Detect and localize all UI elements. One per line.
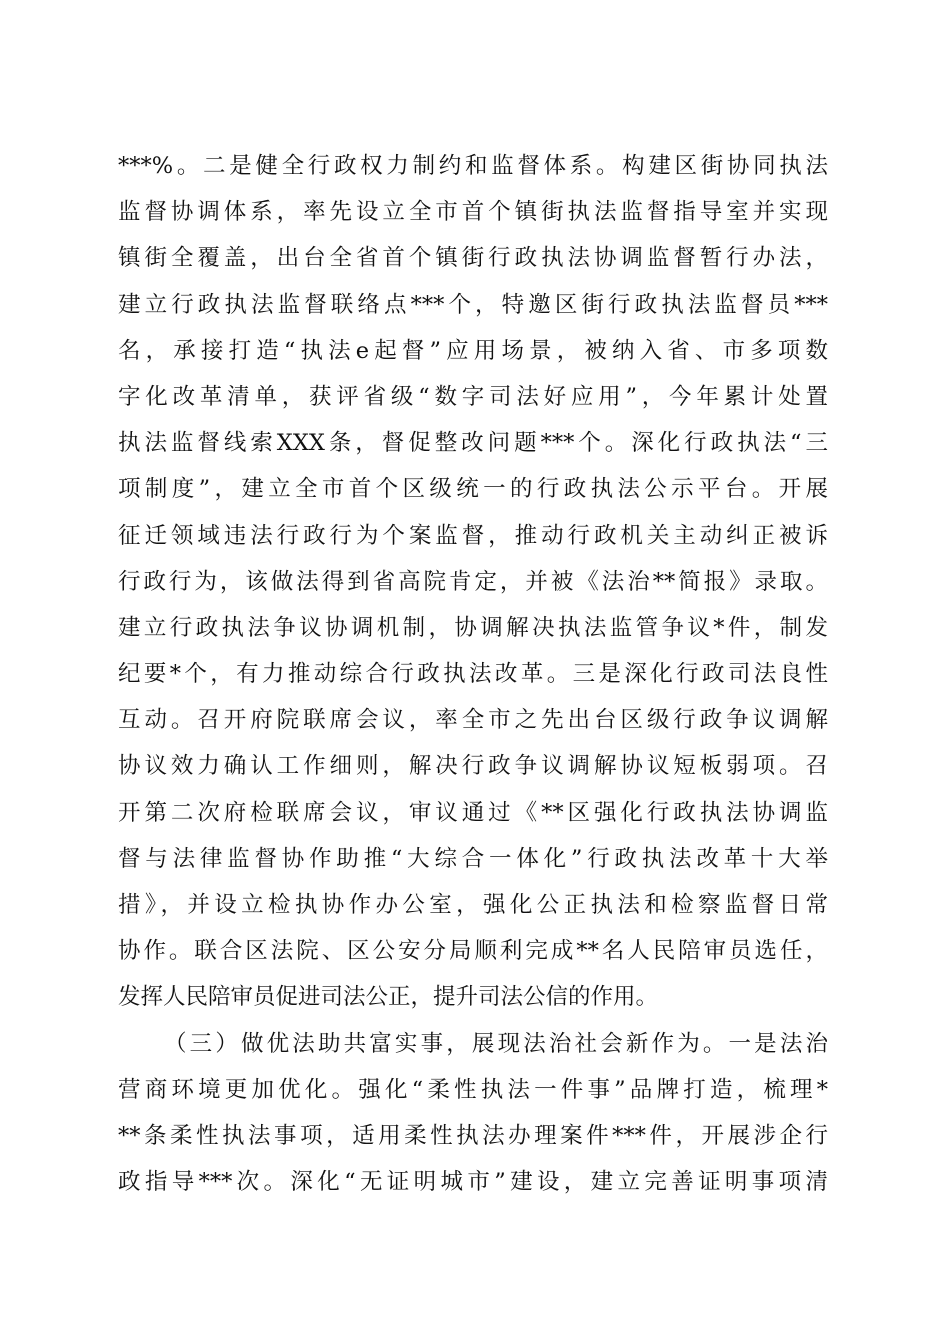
text-line: 协作。联合区法院、区公安分局顺利完成**名人民陪审员选任，	[118, 938, 828, 965]
text-line: 执法监督线索XXX条，督促整改问题***个。深化行政执法“三	[118, 430, 828, 457]
text-line: 行政行为，该做法得到省高院肯定，并被《法治**简报》录取。	[118, 568, 828, 595]
text-line: 字化改革清单，获评省级“数字司法好应用”，今年累计处置	[118, 383, 828, 410]
text-line: 开第二次府检联席会议，审议通过《**区强化行政执法协调监	[118, 799, 828, 826]
document-body	[118, 143, 828, 1205]
text-line: 纪要*个，有力推动综合行政执法改革。三是深化行政司法良性	[118, 661, 828, 688]
text-line: **条柔性执法事项，适用柔性执法办理案件***件，开展涉企行	[118, 1122, 828, 1149]
text-line: 措》，并设立检执协作办公室，强化公正执法和检察监督日常	[118, 892, 828, 918]
text-line: 建立行政执法争议协调机制，协调解决执法监管争议*件，制发	[118, 614, 828, 641]
text-line: 名，承接打造“执法e起督”应用场景，被纳入省、市多项数	[118, 337, 828, 364]
text-line: ***%。二是健全行政权力制约和监督体系。构建区街协同执法	[118, 153, 828, 179]
text-line: 建立行政执法监督联络点***个，特邀区街行政执法监督员***	[118, 291, 828, 318]
text-line: 协议效力确认工作细则，解决行政争议调解协议短板弱项。召	[118, 753, 828, 780]
text-line: 政指导***次。深化“无证明城市”建设，建立完善证明事项清	[118, 1169, 828, 1196]
text-line: 互动。召开府院联席会议，率全市之先出台区级行政争议调解	[118, 707, 828, 734]
text-line: 督与法律监督协作助推“大综合一体化”行政执法改革十大举	[118, 845, 828, 872]
text-line: 征迁领域违法行政行为个案监督，推动行政机关主动纠正被诉	[118, 522, 828, 549]
text-line: 监督协调体系，率先设立全市首个镇街执法监督指导室并实现	[118, 199, 828, 226]
text-line: 项制度”，建立全市首个区级统一的行政执法公示平台。开展	[118, 476, 828, 503]
text-line: 镇街全覆盖，出台全省首个镇街行政执法协调监督暂行办法，	[118, 245, 828, 272]
text-line: 发挥人民陪审员促进司法公正，提升司法公信的作用。	[118, 984, 659, 1011]
section-heading-line: （三）做优法助共富实事，展现法治社会新作为。一是法治	[164, 1030, 828, 1057]
text-line: 营商环境更加优化。强化“柔性执法一件事”品牌打造，梳理*	[118, 1076, 828, 1103]
